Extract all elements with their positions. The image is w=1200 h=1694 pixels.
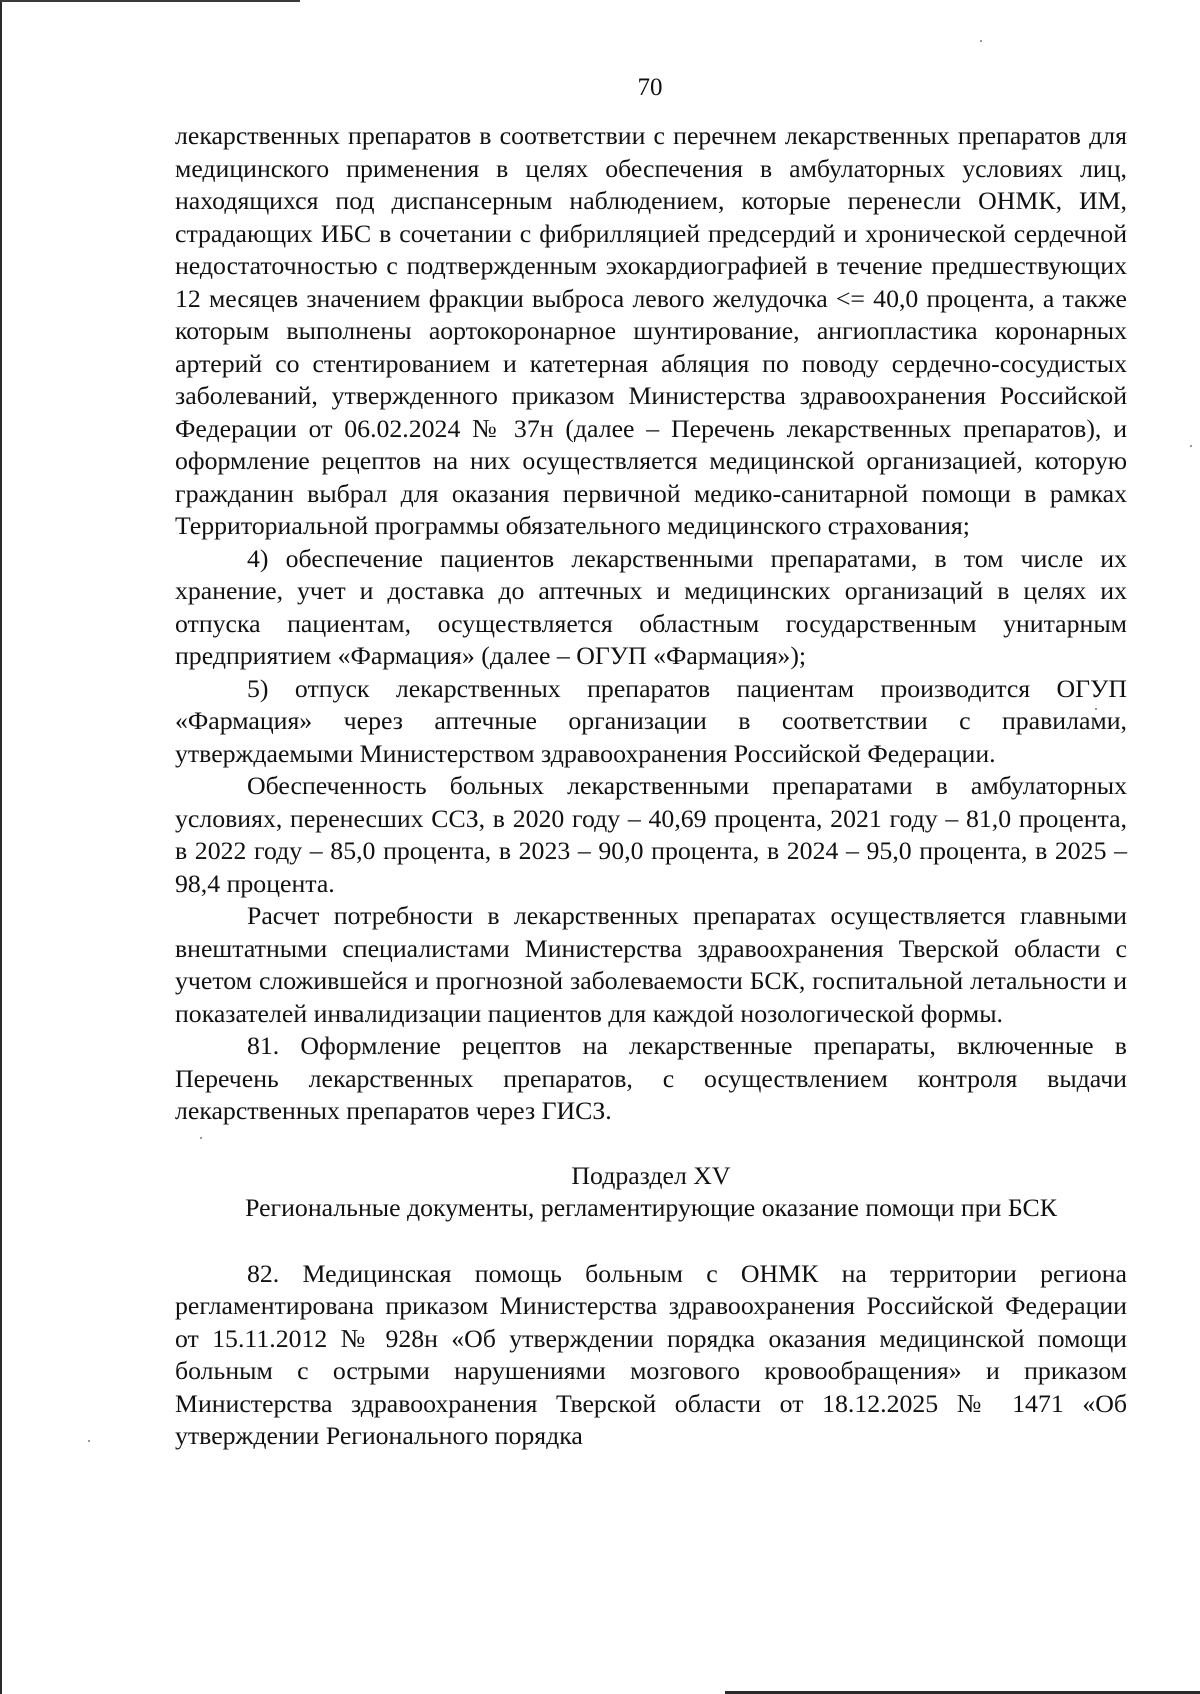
paragraph-clause-82: 82. Медицинская помощь больным с ОНМК на территории региона регламентирована приказом Министерства здравоохранения Российской Федерации от 15.11.2012 № 928н «Об утверждении порядка оказания медицинской помощи больным с острыми нарушениями мозгового кровообращения» и приказом Министерства здравоохранения Тверской области от 18.12.2025 № 1471 «Об утверждении Регионального порядка bbox=[175, 1258, 1127, 1450]
paragraph-clause-81: 81. Оформление рецептов на лекарственные препараты, включенные в Перечень лекарственных препаратов, с осуществлением контроля выдачи лекарственных препаратов через ГИСЗ. bbox=[175, 1031, 1127, 1125]
document-body bbox=[175, 120, 1127, 1453]
subsection-title: Региональные документы, регламентирующие оказание помощи при БСК bbox=[245, 1193, 1057, 1222]
subsection-heading: Подраздел XV bbox=[571, 1160, 731, 1190]
scan-speck bbox=[980, 40, 982, 42]
scan-edge-top bbox=[0, 0, 300, 2]
scan-edge-left bbox=[0, 0, 2, 1694]
page-number: 70 bbox=[637, 74, 663, 101]
paragraph-supply-statistics: Обеспеченность больных лекарственными препаратами в амбулаторных условиях, перенесших ССЗ, в 2020 году – 40,69 процента, 2021 году – 81,0 процента, в 2022 году – 85,0 процента, в 2023 – 90,0 процента, в 2024 – 95,0 процента, в 2025 – 98,4 процента. bbox=[175, 771, 1127, 898]
paragraph-item-5: 5) отпуск лекарственных препаратов пациентам производится ОГУП «Фармация» через аптечные организации в соответствии с правилами, утверждаемыми Министерством здравоохранения Российской Федерации. bbox=[175, 673, 1127, 768]
scan-speck bbox=[88, 1440, 90, 1442]
paragraph-demand-calculation: Расчет потребности в лекарственных препаратах осуществляется главными внештатными специалистами Министерства здравоохранения Тверской области с учетом сложившейся и прогнозной заболеваемости БСК, госпитальной летальности и показателей инвалидизации пациентов для каждой нозологической формы. bbox=[175, 901, 1127, 1028]
paragraph-continuation: лекарственных препаратов в соответствии с перечнем лекарственных препаратов для медицинского применения в целях обеспечения в амбулаторных условиях лиц, находящихся под диспансерным наблюдением, которые перенесли ОНМК, ИМ, страдающих ИБС в сочетании с фибрилляцией предсердий и хронической сердечной недостаточностью с подтвержденным эхокардиографией в течение предшествующих 12 месяцев значением фракции выброса левого желудочка <= 40,0 процента, а также которым выполнены аортокоронарное шунтирование, ангиопластика коронарных артерий со стентированием и катетерная абляция по поводу сердечно-сосудистых заболеваний, утвержденного приказом Министерства здравоохранения Российской Федерации от 06.02.2024 № 37н (далее – Перечень лекарственных препаратов), и оформление рецептов на них осуществляется медицинской организацией, которую гражданин выбрал для оказания первичной медико-санитарной помощи в рамках Территориальной программы обязательного медицинского страхования; bbox=[175, 121, 1127, 540]
scan-speck bbox=[1190, 445, 1192, 447]
paragraph-item-4: 4) обеспечение пациентов лекарственными препаратами, в том числе их хранение, учет и доставка до аптечных и медицинских организаций в целях их отпуска пациентам, осуществляется областным государственным унитарным предприятием «Фармация» (далее – ОГУП «Фармация»); bbox=[175, 543, 1127, 670]
